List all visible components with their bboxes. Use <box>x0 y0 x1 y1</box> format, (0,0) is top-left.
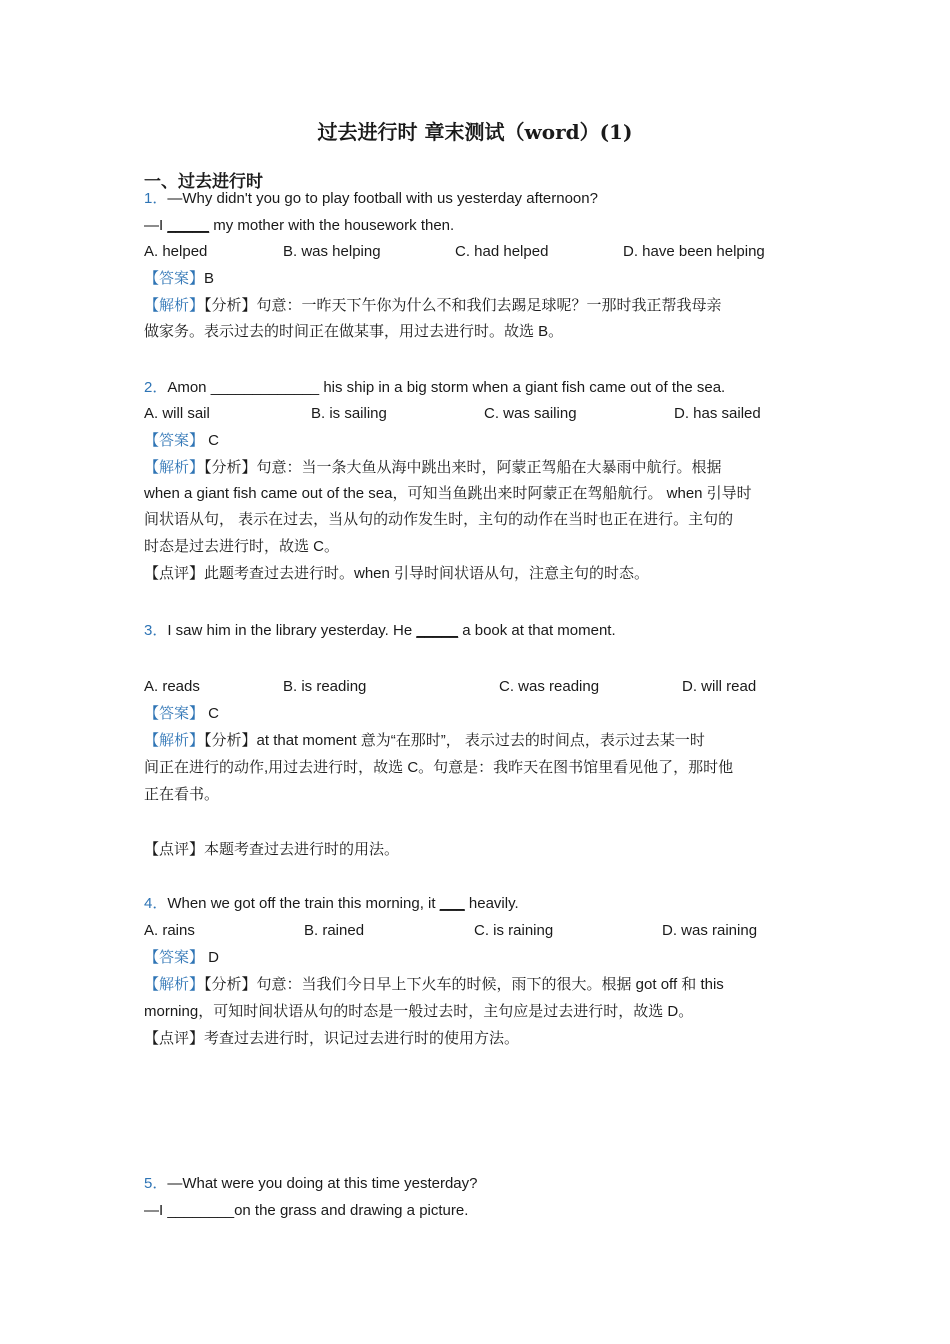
blank: _____ <box>167 217 210 234</box>
option-d: D. have been helping <box>623 243 765 260</box>
answer-tag: 【答案】 <box>144 949 205 966</box>
analysis-2-line3: 间状语从句， 表示在过去，当从句的动作发生时，主句的动作在当时也正在进行。主句的 <box>144 511 734 528</box>
question-5-stem: 5．—What were you doing at this time yesterday? <box>144 1175 478 1192</box>
option-c: C. was sailing <box>484 405 577 422</box>
option-b: B. rained <box>304 922 365 939</box>
analysis-4-line2: morning，可知时间状语从句的时态是一般过去时，主句应是过去进行时，故选 D。 <box>144 1003 694 1020</box>
answer-1: 【答案】B <box>144 270 215 287</box>
analysis-1-line1: 【解析】【分析】句意：一昨天下午你为什么不和我们去踢足球呢？一那时我正帮我母亲 <box>144 297 722 314</box>
page-title: 过去进行时 章末测试（word）(1) <box>317 120 633 144</box>
answer-3: 【答案】 C <box>144 705 220 722</box>
analysis-3-line2: 间正在进行的动作,用过去进行时，故选 C。句意是：我昨天在图书馆里看见他了，那时他 <box>144 759 734 776</box>
blank: _____ <box>416 622 459 639</box>
option-a: A. reads <box>144 678 200 695</box>
option-a: A. helped <box>144 243 208 260</box>
question-4-stem: 4．When we got off the train this morning, it ___ heavily. <box>144 895 519 912</box>
blank: ___ <box>439 895 465 912</box>
analysis-tag: 【解析】 <box>144 297 205 314</box>
analysis-4-line1: 【解析】【分析】句意：当我们今日早上下火车的时候，雨下的很大。根据 got off 和 this <box>144 976 724 993</box>
analysis-tag: 【解析】 <box>144 976 205 993</box>
question-2-stem: 2．Amon _____________ his ship in a big storm when a giant fish came out of the sea. <box>144 379 726 396</box>
question-number: 3． <box>144 622 168 639</box>
question-number: 2． <box>144 379 168 396</box>
question-1-stem: 1．—Why didn't you go to play football with us yesterday afternoon? <box>144 190 598 207</box>
question-number: 5． <box>144 1175 168 1192</box>
option-a: A. will sail <box>144 405 210 422</box>
answer-tag: 【答案】 <box>144 705 205 722</box>
option-b: B. is sailing <box>311 405 387 422</box>
analysis-1-line2: 做家务。表示过去的时间正在做某事，用过去进行时。故选 B。 <box>144 323 564 340</box>
analysis-tag: 【解析】 <box>144 459 205 476</box>
comment-4: 【点评】考查过去进行时，识记过去进行时的使用方法。 <box>144 1030 520 1047</box>
option-c: C. was reading <box>499 678 600 695</box>
option-c: C. had helped <box>455 243 549 260</box>
answer-tag: 【答案】 <box>144 270 205 287</box>
analysis-2-line1: 【解析】【分析】句意：当一条大鱼从海中跳出来时，阿蒙正驾船在大暴雨中航行。根据 <box>144 459 722 476</box>
section-title: 一、过去进行时 <box>144 172 263 192</box>
analysis-2-line2: when a giant fish came out of the sea，可知当鱼跳出来时阿蒙正在驾船航行。 when 引导时 <box>144 485 752 502</box>
question-number: 4． <box>144 895 168 912</box>
comment-3: 【点评】本题考查过去进行时的用法。 <box>144 841 400 858</box>
analysis-3-line3: 正在看书。 <box>144 786 220 803</box>
answer-4: 【答案】 D <box>144 949 220 966</box>
analysis-2-line4: 时态是过去进行时，故选 C。 <box>144 538 340 555</box>
comment-2: 【点评】此题考查过去进行时。when 引导时间状语从句，注意主句的时态。 <box>144 565 650 582</box>
analysis-3-line1: 【解析】【分析】at that moment 意为“在那时”， 表示过去的时间点，表示过去某一时 <box>144 732 705 749</box>
analysis-tag: 【解析】 <box>144 732 205 749</box>
question-1-line2: —I _____ my mother with the housework then. <box>144 217 455 234</box>
answer-2: 【答案】 C <box>144 432 220 449</box>
option-b: B. is reading <box>283 678 367 695</box>
option-d: D. was raining <box>662 922 758 939</box>
question-number: 1． <box>144 190 168 207</box>
answer-tag: 【答案】 <box>144 432 205 449</box>
question-5-line2: —I ________on the grass and drawing a picture. <box>144 1202 469 1219</box>
option-b: B. was helping <box>283 243 381 260</box>
option-c: C. is raining <box>474 922 554 939</box>
option-d: D. has sailed <box>674 405 761 422</box>
option-d: D. will read <box>682 678 757 695</box>
question-3-stem: 3．I saw him in the library yesterday. He _____ a book at that moment. <box>144 622 616 639</box>
option-a: A. rains <box>144 922 195 939</box>
